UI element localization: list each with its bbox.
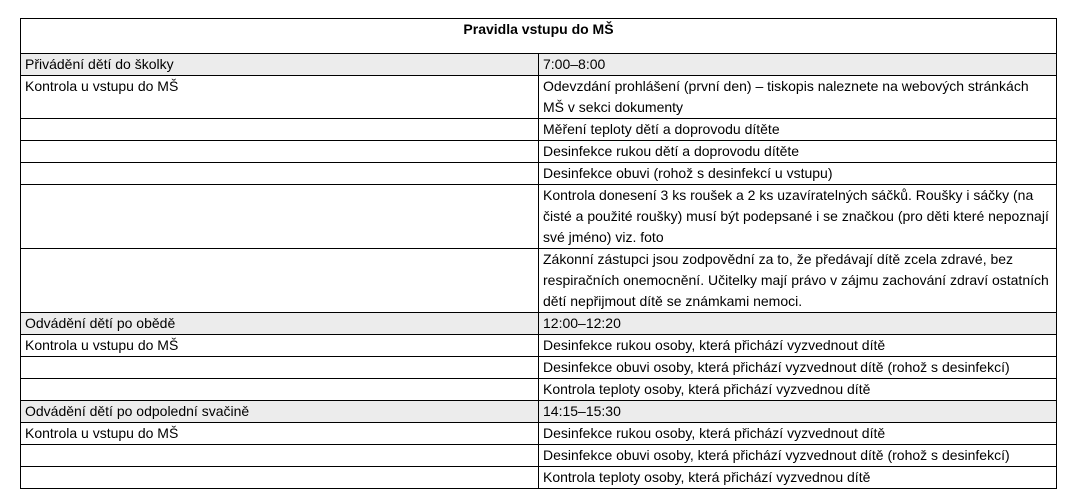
section-label: Přivádění dětí do školky (21, 54, 539, 76)
check-label: Kontrola u vstupu do MŠ (21, 423, 539, 445)
rule-item: Desinfekce obuvi osoby, která přichází vyzvednout dítě (rohož s desinfekcí) (539, 445, 1057, 467)
table-row (21, 119, 1057, 141)
check-label: Kontrola u vstupu do MŠ (21, 335, 539, 357)
rule-item: Zákonní zástupci jsou zodpovědní za to, že předávají dítě zcela zdravé, bez respiračních onemocnění. Učitelky mají právo v zájmu zachování zdraví ostatních dětí nepřijmout dítě se známkami nemoci. (539, 249, 1057, 313)
section-header-row (21, 401, 1057, 423)
rule-item: Desinfekce rukou osoby, která přichází vyzvednout dítě (539, 335, 1057, 357)
section-label: Odvádění dětí po obědě (21, 313, 539, 335)
section-header-row (21, 54, 1057, 76)
table-row (21, 335, 1057, 357)
rule-item: Měření teploty dětí a doprovodu dítěte (539, 119, 1057, 141)
section-header-row (21, 313, 1057, 335)
table-row (21, 423, 1057, 445)
table-row (21, 249, 1057, 313)
rules-table (20, 18, 1057, 489)
table-row (21, 163, 1057, 185)
section-time: 12:00–12:20 (539, 313, 1057, 335)
section-time: 7:00–8:00 (539, 54, 1057, 76)
section-time: 14:15–15:30 (539, 401, 1057, 423)
table-row (21, 467, 1057, 489)
table-row (21, 357, 1057, 379)
rule-item: Desinfekce rukou osoby, která přichází vyzvednout dítě (539, 423, 1057, 445)
rule-item: Odevzdání prohlášení (první den) – tiskopis naleznete na webových stránkách MŠ v sekci dokumenty (539, 76, 1057, 119)
rule-item: Desinfekce obuvi (rohož s desinfekcí u vstupu) (539, 163, 1057, 185)
table-row (21, 141, 1057, 163)
table-title: Pravidla vstupu do MŠ (21, 19, 1057, 54)
table-row (21, 379, 1057, 401)
table-row (21, 76, 1057, 119)
section-label: Odvádění dětí po odpolední svačině (21, 401, 539, 423)
rule-item: Desinfekce obuvi osoby, která přichází vyzvednout dítě (rohož s desinfekcí) (539, 357, 1057, 379)
rule-item: Kontrola teploty osoby, která přichází vyzvednou dítě (539, 467, 1057, 489)
rule-item: Desinfekce rukou dětí a doprovodu dítěte (539, 141, 1057, 163)
rule-item: Kontrola donesení 3 ks roušek a 2 ks uzavíratelných sáčků. Roušky i sáčky (na čisté a použité roušky) musí být podepsané i se značkou (pro děti které nepoznají své jméno) viz. foto (539, 185, 1057, 249)
rule-item: Kontrola teploty osoby, která přichází vyzvednou dítě (539, 379, 1057, 401)
table-row (21, 185, 1057, 249)
check-label: Kontrola u vstupu do MŠ (21, 76, 539, 119)
